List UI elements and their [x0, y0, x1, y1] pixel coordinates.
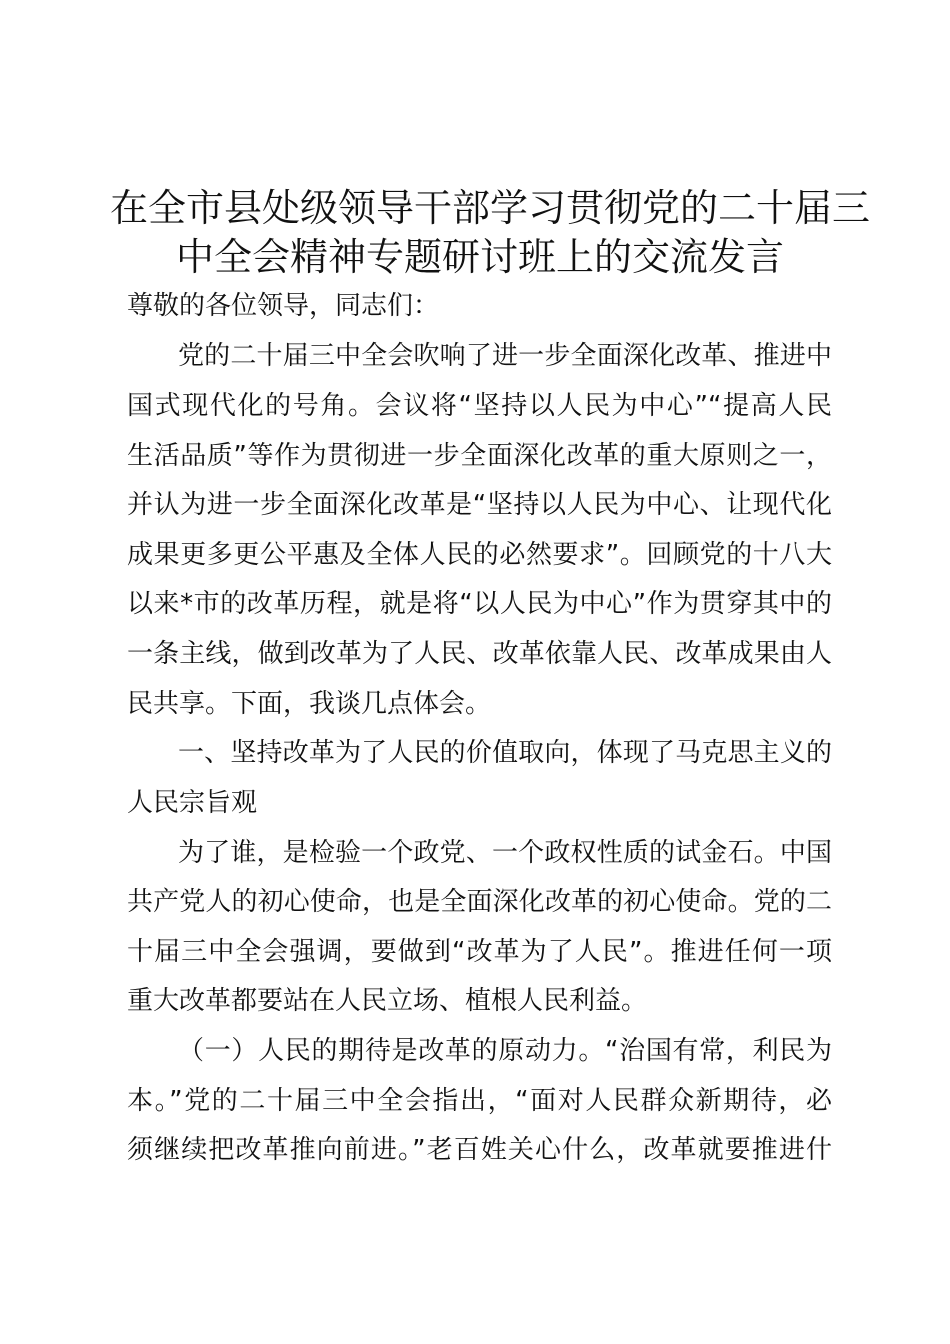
document-title-line-2: 中全会精神专题研讨班上的交流发言 — [175, 235, 784, 279]
paragraph-line: 共产党人的初心使命，也是全面深化改革的初心使命。党的二 — [127, 887, 832, 917]
section-heading-line: 人民宗旨观 — [127, 788, 258, 818]
paragraph-line: 并认为进一步全面深化改革是“坚持以人民为中心、让现代化 — [127, 490, 832, 520]
paragraph-line: （一）人民的期待是改革的原动力。“治国有常，利民为 — [178, 1036, 832, 1066]
paragraph-line: 以来*市的改革历程，就是将“以人民为中心”作为贯穿其中的 — [127, 589, 832, 619]
paragraph-line: 民共享。下面，我谈几点体会。 — [127, 689, 492, 719]
paragraph-line: 党的二十届三中全会吹响了进一步全面深化改革、推进中 — [178, 341, 832, 371]
paragraph-line: 重大改革都要站在人民立场、植根人民利益。 — [127, 986, 648, 1016]
paragraph-line: 须继续把改革推向前进。”老百姓关心什么，改革就要推进什 — [127, 1135, 832, 1165]
paragraph-line: 本。”党的二十届三中全会指出，“面对人民群众新期待，必 — [127, 1086, 832, 1116]
paragraph-line: 一条主线，做到改革为了人民、改革依靠人民、改革成果由人 — [127, 639, 832, 669]
paragraph-line: 生活品质”等作为贯彻进一步全面深化改革的重大原则之一， — [127, 441, 832, 471]
paragraph-line: 十届三中全会强调，要做到“改革为了人民”。推进任何一项 — [127, 937, 832, 967]
paragraph-line: 国式现代化的号角。会议将“坚持以人民为中心”“提高人民 — [127, 391, 832, 421]
document-title-line-1: 在全市县处级领导干部学习贯彻党的二十届三 — [110, 186, 871, 230]
salutation: 尊敬的各位领导，同志们： — [127, 291, 440, 321]
paragraph-line: 为了谁，是检验一个政党、一个政权性质的试金石。中国 — [178, 838, 832, 868]
paragraph-line: 成果更多更公平惠及全体人民的必然要求”。回顾党的十八大 — [127, 540, 832, 570]
section-heading-line: 一、坚持改革为了人民的价值取向，体现了马克思主义的 — [178, 738, 832, 768]
